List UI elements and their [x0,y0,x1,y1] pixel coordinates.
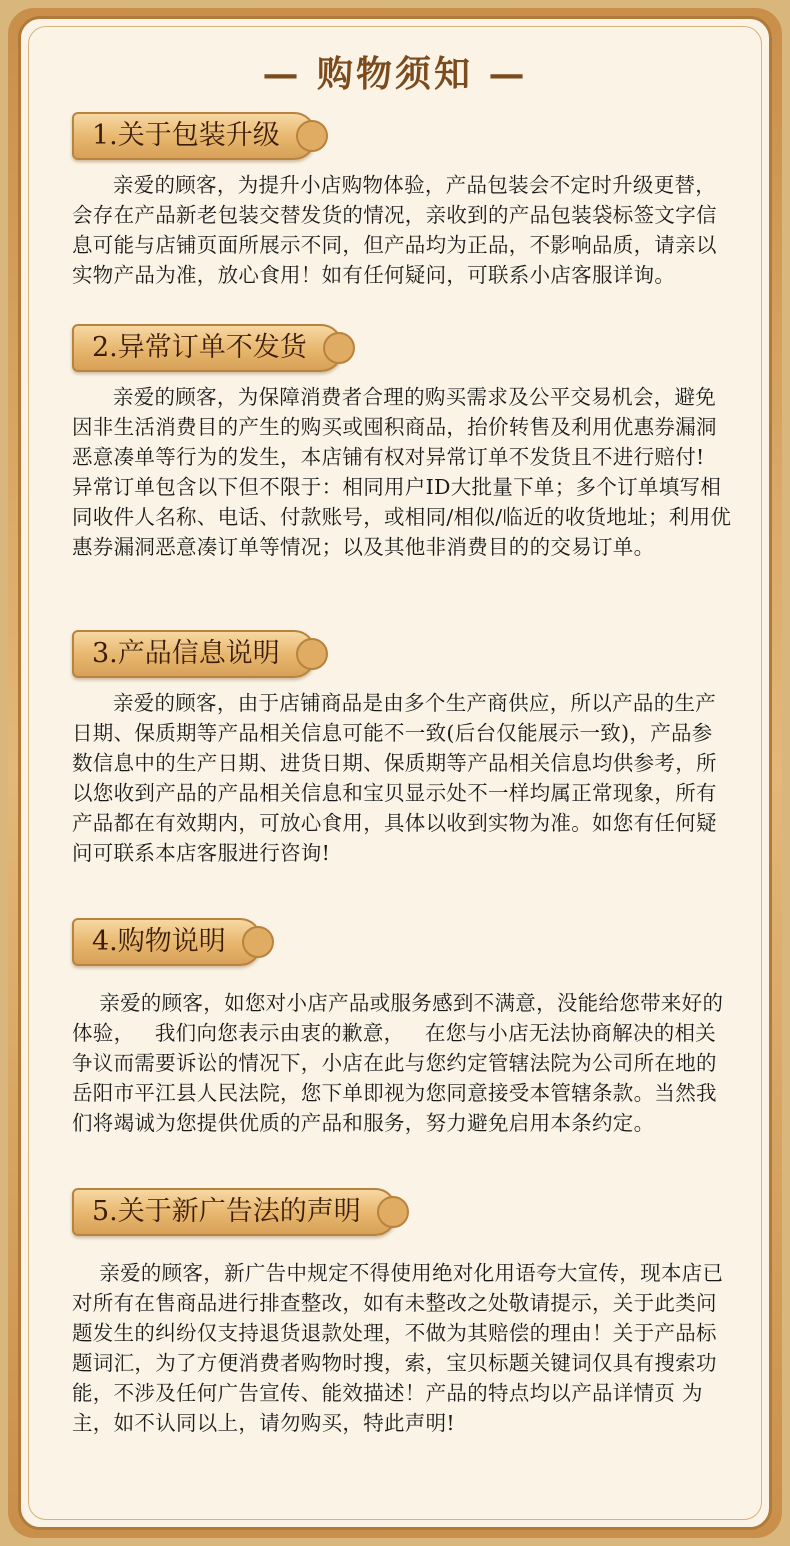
section-text: 亲爱的顾客，为提升小店购物体验，产品包装会不定时升级更替，会存在产品新老包装交替发货的情况，亲收到的产品包装袋标签文字信息可能与店铺页面所展示不同，但产品均为正品，不影响品质，请亲以实物产品为准，放心食用！如有任何疑问，可联系小店客服详询。 [72,173,717,287]
section-text: 亲爱的顾客，如您对小店产品或服务感到不满意，没能给您带来好的体验， 我们向您表示由衷的歉意， 在您与小店无法协商解决的相关争议而需要诉讼的情况下，小店在此与您约定管辖法院为公司所在地的岳阳市平江县人民法院，您下单即视为您同意接受本管辖条款。当然我们将竭诚为您提供优质的产品和服务，努力避免启用本条约定。 [72,991,724,1135]
section-heading: 4.购物说明 [72,918,262,966]
section-shopping-notes [72,918,732,1138]
section-heading: 3.产品信息说明 [72,630,316,678]
section-ad-law [72,1188,732,1438]
section-text: 亲爱的顾客，为保障消费者合理的购买需求及公平交易机会，避免因非生活消费目的产生的购买或囤积商品，抬价转售及利用优惠券漏洞恶意凑单等行为的发生，本店铺有权对异常订单不发货且不进行赔付! 异常订单包含以下但不限于：相同用户ID大批量下单；多个订单填写相同收件人名称、电话、付款账号，或相同/相似/临近的收货地址；利用优惠券漏洞恶意凑订单等情况；以及其他非消费目的的交易订单。 [72,385,732,559]
section-abnormal-orders [72,324,732,562]
section-heading: 2.异常订单不发货 [72,324,343,372]
section-text: 亲爱的顾客，由于店铺商品是由多个生产商供应，所以产品的生产日期、保质期等产品相关信息可能不一致(后台仅能展示一致)，产品参数信息中的生产日期、进货日期、保质期等产品相关信息均供参考，所以您收到产品的产品相关信息和宝贝显示处不一样均属正常现象，所有产品都在有效期内，可放心食用，具体以收到实物为准。如您有任何疑问可联系本店客服进行咨询! [72,691,717,865]
section-heading: 1.关于包装升级 [72,112,316,160]
section-heading: 5.关于新广告法的声明 [72,1188,397,1236]
section-packaging [72,112,732,290]
page-title: — 购物须知 — [262,53,528,95]
section-text: 亲爱的顾客，新广告中规定不得使用绝对化用语夸大宣传，现本店已对所有在售商品进行排查整改，如有未整改之处敬请提示，关于此类问题发生的纠纷仅支持退货退款处理，不做为其赔偿的理由！关于产品标题词汇，为了方便消费者购物时搜，索，宝贝标题关键词仅具有搜索功能，不涉及任何广告宣传、能效描述！产品的特点均以产品详情页 为主，如不认同以上，请勿购买，特此声明! [72,1261,724,1435]
section-product-info [72,630,732,868]
